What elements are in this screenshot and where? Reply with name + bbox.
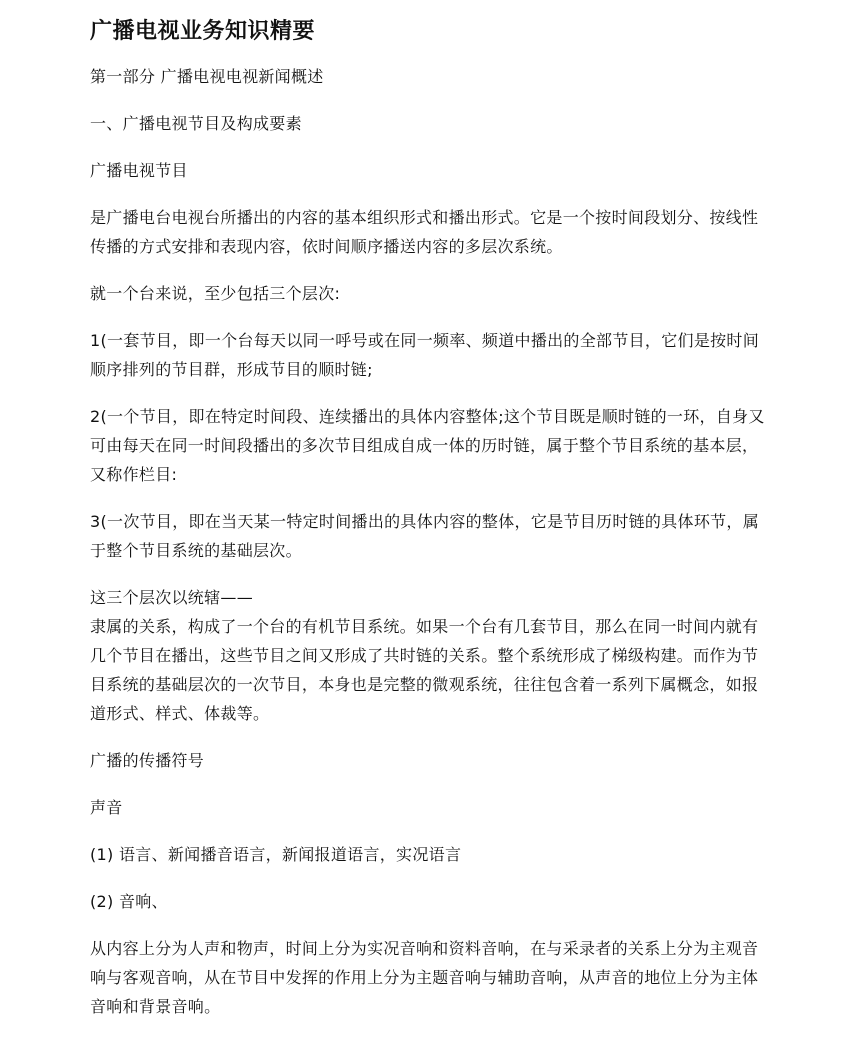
- levels-intro: 就一个台来说，至少包括三个层次:: [90, 284, 341, 303]
- level-3-paragraph: 3(一次节目，即在当天某一特定时间播出的具体内容的整体，它是节目历时链的具体环节，属于整个节目系统的基础层次。: [90, 512, 760, 560]
- section-heading: 第一部分 广播电视电视新闻概述: [90, 67, 324, 86]
- topic-heading: 广播电视节目: [90, 161, 188, 180]
- sound-heading: 声音: [90, 798, 123, 817]
- document-page: [90, 14, 770, 1039]
- relation-paragraph: 隶属的关系，构成了一个台的有机节目系统。如果一个台有几套节目，那么在同一时间内就有几个节目在播出，这些节目之间又形成了共时链的关系。整个系统形成了梯级构建。而作为节目系统的基础层次的一次节目，本身也是完整的微观系统，往往包含着一系列下属概念，如报道形式、样式、体裁等。: [90, 617, 759, 723]
- language-item: (1) 语言、新闻播音语言，新闻报道语言，实况语言: [90, 845, 462, 864]
- document-title: 广播电视业务知识精要: [90, 19, 316, 44]
- sound-effects-item: (2) 音响、: [90, 892, 168, 911]
- definition-paragraph: 是广播电台电视台所播出的内容的基本组织形式和播出形式。它是一个按时间段划分、按线性传播的方式安排和表现内容，依时间顺序播送内容的多层次系统。: [90, 208, 759, 256]
- level-2-paragraph: 2(一个节目，即在特定时间段、连续播出的具体内容整体;这个节目既是顺时链的一环，自身又可由每天在同一时间段播出的多次节目组成自成一体的历时链，属于整个节目系统的基本层，又称作栏目:: [90, 407, 765, 484]
- subsection-heading: 一、广播电视节目及构成要素: [90, 114, 302, 133]
- relation-line: 这三个层次以统辖——: [90, 588, 254, 607]
- sound-classification-paragraph: 从内容上分为人声和物声，时间上分为实况音响和资料音响，在与采录者的关系上分为主观音响与客观音响，从在节目中发挥的作用上分为主题音响与辅助音响，从声音的地位上分为主体音响和背景音响。: [90, 939, 759, 1016]
- broadcast-symbols-heading: 广播的传播符号: [90, 751, 205, 770]
- level-1-paragraph: 1(一套节目，即一个台每天以同一呼号或在同一频率、频道中播出的全部节目，它们是按时间顺序排列的节目群，形成节目的顺时链;: [90, 331, 760, 379]
